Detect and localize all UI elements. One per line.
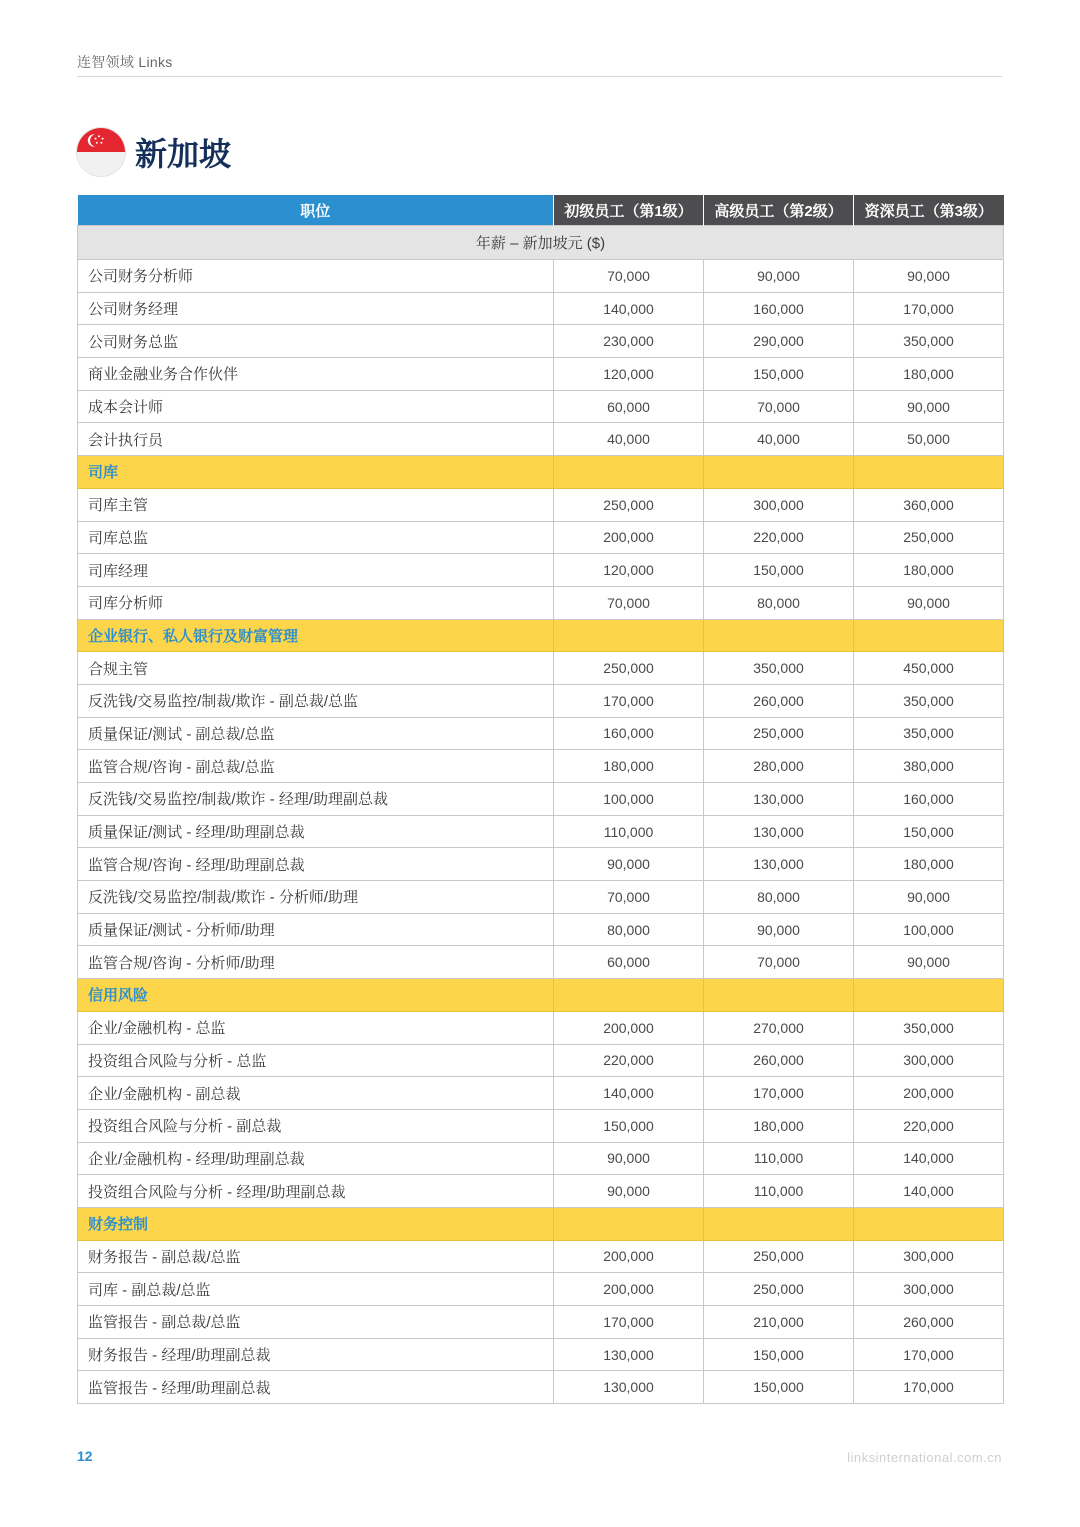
level3-salary-cell: 50,000: [854, 423, 1004, 456]
position-cell: 企业/金融机构 - 总监: [78, 1011, 554, 1044]
level2-salary-cell: 270,000: [704, 1011, 854, 1044]
country-heading: [77, 127, 231, 177]
section-row: [78, 979, 1004, 1012]
level1-salary-cell: 60,000: [554, 946, 704, 979]
position-cell: 投资组合风险与分析 - 总监: [78, 1044, 554, 1077]
level1-salary-cell: 70,000: [554, 260, 704, 293]
level1-salary-cell: 70,000: [554, 586, 704, 619]
section-title: 企业银行、私人银行及财富管理: [78, 619, 554, 652]
table-row: [78, 913, 1004, 946]
level1-salary-cell: 180,000: [554, 750, 704, 783]
table-row: [78, 848, 1004, 881]
level1-salary-cell: 200,000: [554, 1011, 704, 1044]
position-cell: 司库总监: [78, 521, 554, 554]
position-cell: 企业/金融机构 - 副总裁: [78, 1077, 554, 1110]
table-row: [78, 881, 1004, 914]
position-cell: 公司财务经理: [78, 292, 554, 325]
level3-salary-cell: 140,000: [854, 1142, 1004, 1175]
level3-salary-cell: 300,000: [854, 1240, 1004, 1273]
level3-salary-cell: 360,000: [854, 488, 1004, 521]
position-cell: 财务报告 - 副总裁/总监: [78, 1240, 554, 1273]
level3-salary-cell: 260,000: [854, 1306, 1004, 1339]
level3-salary-cell: 250,000: [854, 521, 1004, 554]
level2-salary-cell: 150,000: [704, 358, 854, 391]
level2-salary-cell: 260,000: [704, 1044, 854, 1077]
level1-salary-cell: 170,000: [554, 684, 704, 717]
table-row: [78, 815, 1004, 848]
position-cell: 财务报告 - 经理/助理副总裁: [78, 1338, 554, 1371]
level2-salary-cell: 170,000: [704, 1077, 854, 1110]
unit-row: [78, 226, 1004, 260]
level1-salary-cell: 250,000: [554, 488, 704, 521]
column-header-level1: 初级员工（第1级）: [554, 195, 704, 226]
column-header-level2: 高级员工（第2级）: [704, 195, 854, 226]
level1-salary-cell: 140,000: [554, 292, 704, 325]
level1-salary-cell: 150,000: [554, 1109, 704, 1142]
table-row: [78, 1371, 1004, 1404]
table-row: [78, 1175, 1004, 1208]
table-row: [78, 1338, 1004, 1371]
position-cell: 质量保证/测试 - 副总裁/总监: [78, 717, 554, 750]
table-row: [78, 717, 1004, 750]
level1-salary-cell: 120,000: [554, 554, 704, 587]
level3-salary-cell: 350,000: [854, 325, 1004, 358]
position-cell: 司库分析师: [78, 586, 554, 619]
table-row: [78, 1109, 1004, 1142]
level1-salary-cell: 120,000: [554, 358, 704, 391]
position-cell: 反洗钱/交易监控/制裁/欺诈 - 经理/助理副总裁: [78, 783, 554, 816]
position-cell: 成本会计师: [78, 390, 554, 423]
level2-salary-cell: 150,000: [704, 554, 854, 587]
table-row: [78, 1273, 1004, 1306]
level1-salary-cell: 90,000: [554, 848, 704, 881]
level3-salary-cell: 180,000: [854, 358, 1004, 391]
position-cell: 投资组合风险与分析 - 副总裁: [78, 1109, 554, 1142]
level1-salary-cell: 200,000: [554, 1273, 704, 1306]
section-empty-cell: [854, 979, 1004, 1012]
table-row: [78, 292, 1004, 325]
unit-label: 年薪 – 新加坡元 ($): [78, 226, 1004, 260]
section-empty-cell: [554, 1207, 704, 1240]
level2-salary-cell: 250,000: [704, 1240, 854, 1273]
position-cell: 司库主管: [78, 488, 554, 521]
level1-salary-cell: 140,000: [554, 1077, 704, 1110]
table-row: [78, 1011, 1004, 1044]
level3-salary-cell: 90,000: [854, 390, 1004, 423]
level3-salary-cell: 300,000: [854, 1273, 1004, 1306]
level2-salary-cell: 70,000: [704, 946, 854, 979]
table-row: [78, 1142, 1004, 1175]
level2-salary-cell: 290,000: [704, 325, 854, 358]
position-cell: 商业金融业务合作伙伴: [78, 358, 554, 391]
table-row: [78, 750, 1004, 783]
level2-salary-cell: 130,000: [704, 815, 854, 848]
position-cell: 投资组合风险与分析 - 经理/助理副总裁: [78, 1175, 554, 1208]
section-row: [78, 456, 1004, 489]
level3-salary-cell: 350,000: [854, 717, 1004, 750]
level1-salary-cell: 90,000: [554, 1175, 704, 1208]
position-cell: 监管合规/咨询 - 经理/助理副总裁: [78, 848, 554, 881]
column-header-level3: 资深员工（第3级）: [854, 195, 1004, 226]
position-cell: 合规主管: [78, 652, 554, 685]
level2-salary-cell: 80,000: [704, 881, 854, 914]
table-row: [78, 423, 1004, 456]
level1-salary-cell: 250,000: [554, 652, 704, 685]
table-row: [78, 652, 1004, 685]
level3-salary-cell: 160,000: [854, 783, 1004, 816]
level2-salary-cell: 130,000: [704, 783, 854, 816]
section-empty-cell: [704, 1207, 854, 1240]
section-empty-cell: [854, 619, 1004, 652]
level2-salary-cell: 280,000: [704, 750, 854, 783]
level1-salary-cell: 200,000: [554, 521, 704, 554]
level2-salary-cell: 210,000: [704, 1306, 854, 1339]
level3-salary-cell: 100,000: [854, 913, 1004, 946]
position-cell: 监管报告 - 经理/助理副总裁: [78, 1371, 554, 1404]
level1-salary-cell: 80,000: [554, 913, 704, 946]
level1-salary-cell: 110,000: [554, 815, 704, 848]
table-row: [78, 1240, 1004, 1273]
level2-salary-cell: 350,000: [704, 652, 854, 685]
table-row: [78, 325, 1004, 358]
level2-salary-cell: 150,000: [704, 1338, 854, 1371]
position-cell: 会计执行员: [78, 423, 554, 456]
level1-salary-cell: 200,000: [554, 1240, 704, 1273]
table-row: [78, 554, 1004, 587]
table-row: [78, 946, 1004, 979]
column-header-position: 职位: [78, 195, 554, 226]
level3-salary-cell: 90,000: [854, 586, 1004, 619]
table-row: [78, 783, 1004, 816]
position-cell: 公司财务总监: [78, 325, 554, 358]
position-cell: 企业/金融机构 - 经理/助理副总裁: [78, 1142, 554, 1175]
section-empty-cell: [854, 456, 1004, 489]
website-url: linksinternational.com.cn: [847, 1450, 1002, 1465]
table-row: [78, 521, 1004, 554]
level3-salary-cell: 350,000: [854, 684, 1004, 717]
level1-salary-cell: 230,000: [554, 325, 704, 358]
level1-salary-cell: 130,000: [554, 1371, 704, 1404]
position-cell: 司库经理: [78, 554, 554, 587]
level2-salary-cell: 130,000: [704, 848, 854, 881]
section-row: [78, 1207, 1004, 1240]
level2-salary-cell: 90,000: [704, 913, 854, 946]
level2-salary-cell: 110,000: [704, 1175, 854, 1208]
section-empty-cell: [554, 979, 704, 1012]
level3-salary-cell: 150,000: [854, 815, 1004, 848]
section-title: 司库: [78, 456, 554, 489]
level3-salary-cell: 450,000: [854, 652, 1004, 685]
level2-salary-cell: 160,000: [704, 292, 854, 325]
level3-salary-cell: 140,000: [854, 1175, 1004, 1208]
table-row: [78, 488, 1004, 521]
table-row: [78, 684, 1004, 717]
table-row: [78, 1306, 1004, 1339]
level3-salary-cell: 90,000: [854, 260, 1004, 293]
level1-salary-cell: 130,000: [554, 1338, 704, 1371]
level3-salary-cell: 180,000: [854, 848, 1004, 881]
level3-salary-cell: 180,000: [854, 554, 1004, 587]
level1-salary-cell: 70,000: [554, 881, 704, 914]
section-empty-cell: [554, 619, 704, 652]
level1-salary-cell: 100,000: [554, 783, 704, 816]
level1-salary-cell: 160,000: [554, 717, 704, 750]
position-cell: 质量保证/测试 - 分析师/助理: [78, 913, 554, 946]
position-cell: 反洗钱/交易监控/制裁/欺诈 - 副总裁/总监: [78, 684, 554, 717]
position-cell: 司库 - 副总裁/总监: [78, 1273, 554, 1306]
level3-salary-cell: 380,000: [854, 750, 1004, 783]
level2-salary-cell: 70,000: [704, 390, 854, 423]
level2-salary-cell: 150,000: [704, 1371, 854, 1404]
level3-salary-cell: 170,000: [854, 1371, 1004, 1404]
level3-salary-cell: 300,000: [854, 1044, 1004, 1077]
level2-salary-cell: 260,000: [704, 684, 854, 717]
table-row: [78, 358, 1004, 391]
page-title: 新加坡: [135, 136, 232, 172]
table-header-row: [78, 195, 1004, 226]
position-cell: 质量保证/测试 - 经理/助理副总裁: [78, 815, 554, 848]
level2-salary-cell: 220,000: [704, 521, 854, 554]
table-row: [78, 1044, 1004, 1077]
level1-salary-cell: 220,000: [554, 1044, 704, 1077]
section-empty-cell: [704, 979, 854, 1012]
section-empty-cell: [554, 456, 704, 489]
level3-salary-cell: 200,000: [854, 1077, 1004, 1110]
level2-salary-cell: 80,000: [704, 586, 854, 619]
section-row: [78, 619, 1004, 652]
level3-salary-cell: 90,000: [854, 881, 1004, 914]
section-empty-cell: [854, 1207, 1004, 1240]
header-divider: [77, 76, 1002, 77]
salary-table: [77, 195, 1004, 1404]
level2-salary-cell: 180,000: [704, 1109, 854, 1142]
table-row: [78, 260, 1004, 293]
section-title: 信用风险: [78, 979, 554, 1012]
singapore-flag-icon: [77, 128, 125, 176]
level2-salary-cell: 300,000: [704, 488, 854, 521]
section-empty-cell: [704, 456, 854, 489]
table-row: [78, 390, 1004, 423]
section-empty-cell: [704, 619, 854, 652]
level1-salary-cell: 90,000: [554, 1142, 704, 1175]
table-row: [78, 586, 1004, 619]
page-number: 12: [77, 1448, 93, 1464]
level3-salary-cell: 220,000: [854, 1109, 1004, 1142]
level2-salary-cell: 250,000: [704, 717, 854, 750]
level3-salary-cell: 170,000: [854, 292, 1004, 325]
position-cell: 反洗钱/交易监控/制裁/欺诈 - 分析师/助理: [78, 881, 554, 914]
level3-salary-cell: 170,000: [854, 1338, 1004, 1371]
level2-salary-cell: 250,000: [704, 1273, 854, 1306]
section-title: 财务控制: [78, 1207, 554, 1240]
brand-header: 连智领域 Links: [77, 54, 173, 70]
position-cell: 监管合规/咨询 - 副总裁/总监: [78, 750, 554, 783]
level1-salary-cell: 60,000: [554, 390, 704, 423]
level2-salary-cell: 40,000: [704, 423, 854, 456]
table-row: [78, 1077, 1004, 1110]
level2-salary-cell: 110,000: [704, 1142, 854, 1175]
level3-salary-cell: 90,000: [854, 946, 1004, 979]
level3-salary-cell: 350,000: [854, 1011, 1004, 1044]
position-cell: 监管报告 - 副总裁/总监: [78, 1306, 554, 1339]
level1-salary-cell: 170,000: [554, 1306, 704, 1339]
position-cell: 监管合规/咨询 - 分析师/助理: [78, 946, 554, 979]
position-cell: 公司财务分析师: [78, 260, 554, 293]
level1-salary-cell: 40,000: [554, 423, 704, 456]
level2-salary-cell: 90,000: [704, 260, 854, 293]
